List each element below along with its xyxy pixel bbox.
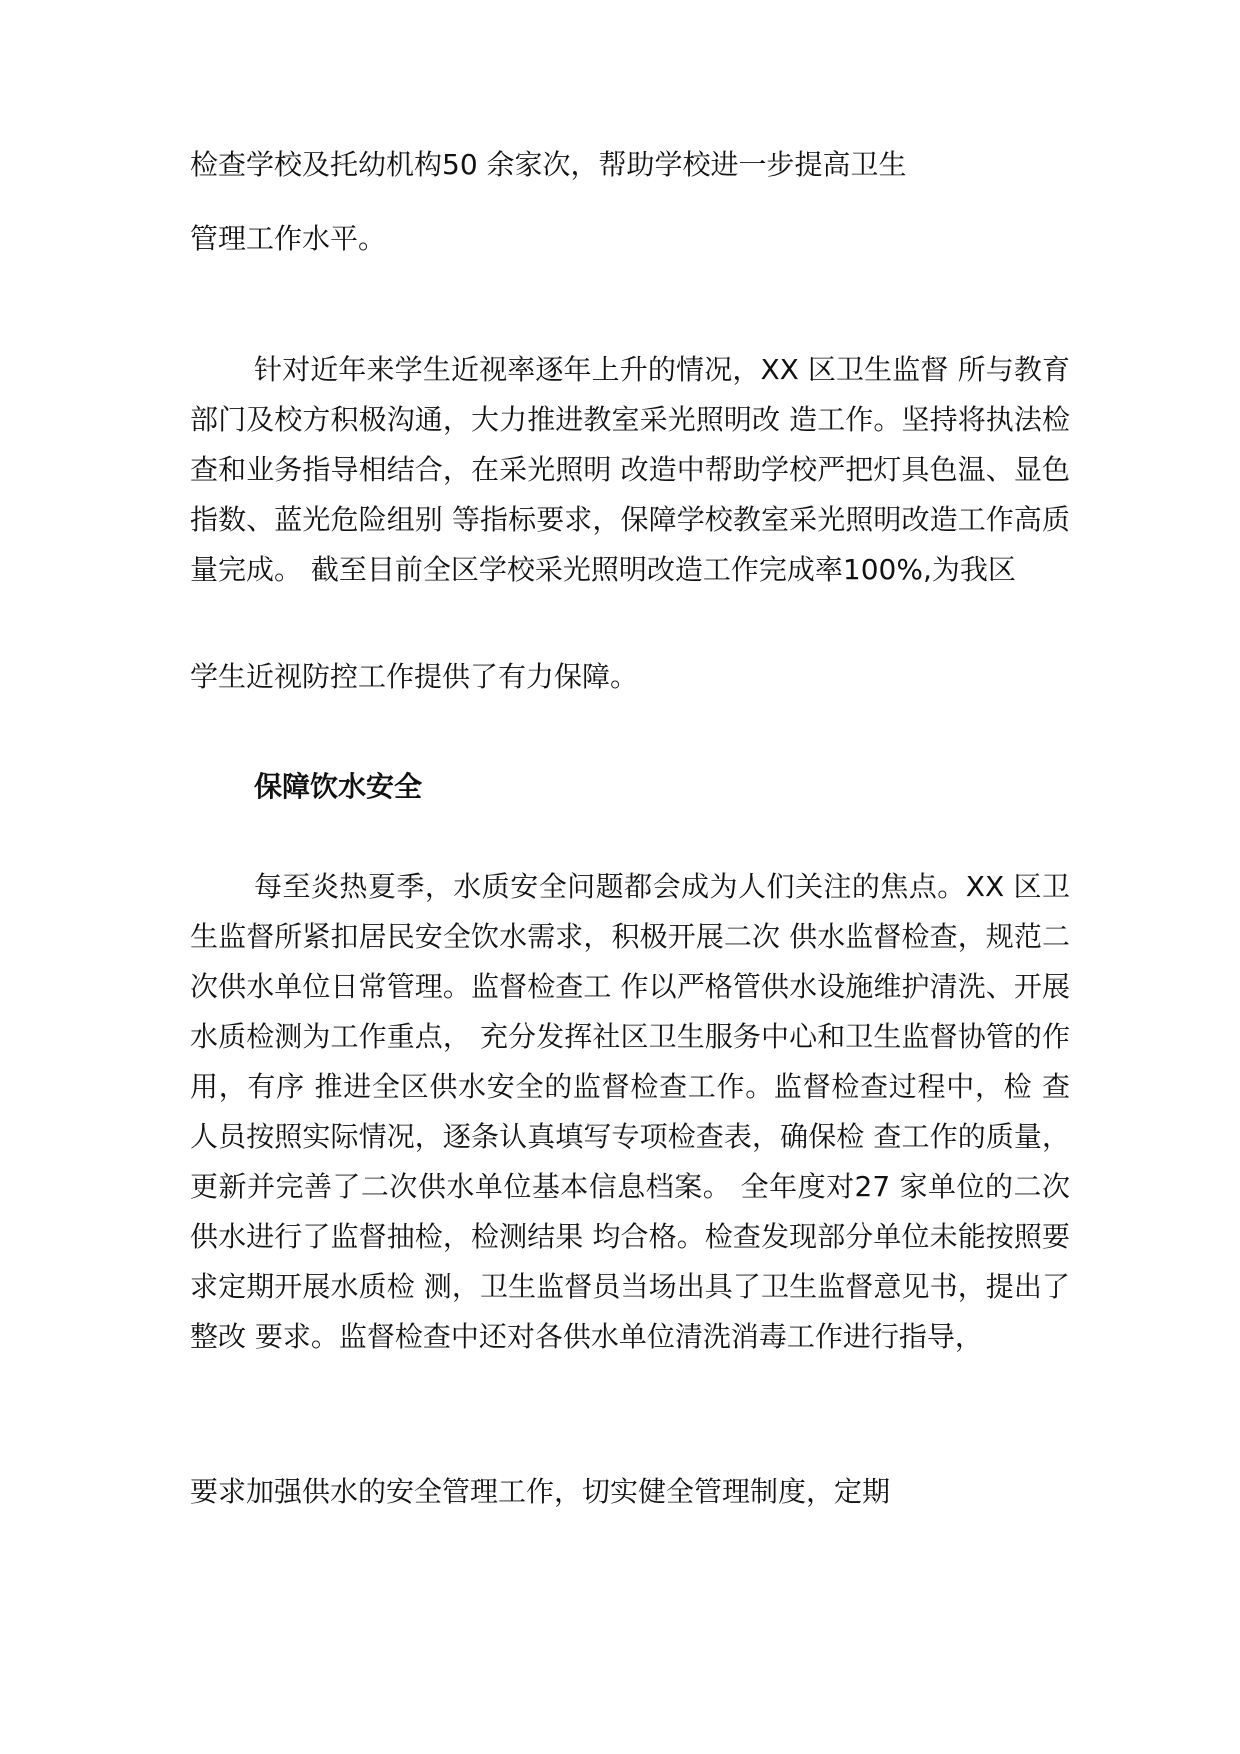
paragraph-line: 要求加强供水的安全管理工作，切实健全管理制度，定期 — [190, 1475, 891, 1508]
paragraph-line: 学生近视防控工作提供了有力保障。 — [190, 660, 639, 693]
paragraph-line: 管理工作水平。 — [190, 222, 387, 255]
paragraph-water-safety: 每至炎热夏季，水质安全问题都会成为人们关注的焦点。XX 区卫生监督所紧扣居民安全饮水需求，积极开展二次 供水监督检查，规范二次供水单位日常管理。监督检查工 作以严格管供水设施维护清洗、开展水质检测为工作重点， 充分发挥社区卫生服务中心和卫生监督协管的作用，有序 推进全区供水安全的监督检查工作。监督检查过程中，检 查人员按照实际情况，逐条认真填写专项检查表，确保检 查工作的质量，更新并完善了二次供水单位基本信息档案。 全年度对27 家单位的二次供水进行了监督抽检，检测结果 均合格。检查发现部分单位未能按照要求定期开展水质检 测，卫生监督员当场出具了卫生监督意见书，提出了整改 要求。监督检查中还对各供水单位清洗消毒工作进行指导， — [190, 870, 1070, 1353]
section-heading: 保障饮水安全 — [254, 770, 423, 803]
paragraph-classroom-lighting: 针对近年来学生近视率逐年上升的情况，XX 区卫生监督 所与教育部门及校方积极沟通，大力推进教室采光照明改 造工作。坚持将执法检查和业务指导相结合，在采光照明 改造中帮助学校严把灯具色温、显色指数、蓝光危险组别 等指标要求，保障学校教室采光照明改造工作高质量完成。 截至目前全区学校采光照明改造工作完成率100%,为我区 — [190, 353, 1070, 586]
paragraph-line: 检查学校及托幼机构50 余家次，帮助学校进一步提高卫生 — [190, 148, 907, 181]
